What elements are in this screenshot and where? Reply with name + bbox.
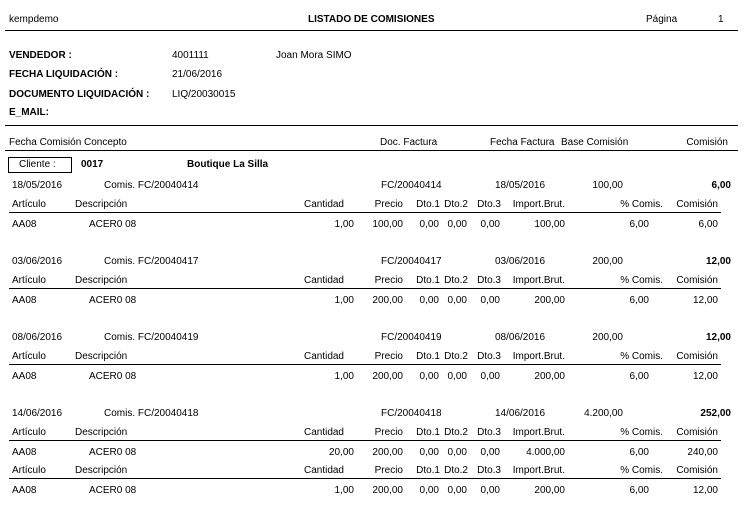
line-dto2: 0,00 (447, 485, 467, 496)
line-articulo: AA08 (12, 447, 37, 458)
vendedor-code: 4001111 (172, 50, 209, 61)
line-pct: 6,00 (629, 219, 649, 230)
commission-base: 200,00 (592, 332, 623, 343)
line-header-pct-comis: % Comis. (620, 275, 663, 286)
line-descripcion: ACER0 08 (89, 219, 137, 230)
commission-concept: Comis. FC/20040418 (104, 408, 199, 419)
line-header-descripcion: Descripción (75, 465, 128, 476)
line-header-divider (9, 478, 721, 479)
invoice-date: 03/06/2016 (495, 256, 546, 267)
line-dto1: 0,00 (419, 219, 439, 230)
line-cantidad: 20,00 (328, 447, 354, 458)
line-articulo: AA08 (12, 219, 37, 230)
line-articulo: AA08 (12, 485, 37, 496)
line-header-cantidad: Cantidad (303, 275, 344, 286)
line-header-dto1: Dto.1 (416, 199, 440, 210)
fecha-liquidacion-label: FECHA LIQUIDACIÓN : (9, 69, 119, 80)
line-header-articulo: Artículo (12, 275, 46, 286)
commission-total: 6,00 (711, 180, 731, 191)
line-header-descripcion: Descripción (75, 427, 128, 438)
line-cantidad: 1,00 (334, 371, 354, 382)
vendedor-name: Joan Mora SIMO (276, 50, 352, 61)
line-descripcion: ACER0 08 (89, 295, 137, 306)
line-header-pct-comis: % Comis. (620, 427, 663, 438)
line-header-dto2: Dto.2 (444, 275, 468, 286)
line-header-dto3: Dto.3 (477, 427, 501, 438)
line-header-cantidad: Cantidad (303, 199, 344, 210)
commission-concept: Comis. FC/20040414 (104, 180, 199, 191)
line-descripcion: ACER0 08 (89, 485, 137, 496)
commission-date: 14/06/2016 (12, 408, 63, 419)
line-cantidad: 1,00 (334, 295, 354, 306)
line-dto1: 0,00 (419, 485, 439, 496)
line-dto3: 0,00 (480, 485, 500, 496)
commission-date: 18/05/2016 (12, 180, 63, 191)
commission-base: 4.200,00 (584, 408, 623, 419)
commission-base: 200,00 (592, 256, 623, 267)
line-comision: 12,00 (692, 485, 718, 496)
columns-divider (5, 150, 738, 151)
info-divider (5, 125, 738, 126)
line-dto3: 0,00 (480, 371, 500, 382)
line-dto3: 0,00 (480, 447, 500, 458)
line-dto1: 0,00 (419, 295, 439, 306)
line-header-dto3: Dto.3 (477, 465, 501, 476)
documento-liquidacion-value: LIQ/20030015 (172, 89, 236, 100)
line-header-articulo: Artículo (12, 427, 46, 438)
line-header-import: Import.Brut. (512, 351, 565, 362)
line-header-dto1: Dto.1 (416, 351, 440, 362)
line-dto1: 0,00 (419, 371, 439, 382)
report-user: kempdemo (9, 14, 59, 25)
email-label: E_MAIL: (9, 107, 49, 118)
invoice-doc: FC/20040414 (381, 180, 442, 191)
col-base-comision: Base Comisión (561, 137, 629, 148)
page-number: 1 (718, 14, 724, 25)
line-header-articulo: Artículo (12, 199, 46, 210)
report-title: LISTADO DE COMISIONES (308, 14, 435, 25)
invoice-doc: FC/20040417 (381, 256, 442, 267)
vendedor-label: VENDEDOR : (9, 50, 72, 61)
commission-concept: Comis. FC/20040417 (104, 256, 199, 267)
commission-base: 100,00 (592, 180, 623, 191)
line-header-divider (9, 440, 721, 441)
line-precio: 200,00 (372, 371, 403, 382)
line-header-comision: Comisión (676, 465, 718, 476)
line-comision: 240,00 (687, 447, 718, 458)
line-header-descripcion: Descripción (75, 199, 128, 210)
line-precio: 100,00 (372, 219, 403, 230)
client-code: 0017 (81, 159, 104, 170)
fecha-liquidacion-value: 21/06/2016 (172, 69, 223, 80)
line-header-divider (9, 364, 721, 365)
line-import: 200,00 (534, 371, 565, 382)
line-header-dto3: Dto.3 (477, 199, 501, 210)
line-import: 100,00 (534, 219, 565, 230)
line-header-descripcion: Descripción (75, 351, 128, 362)
line-descripcion: ACER0 08 (89, 447, 137, 458)
line-header-pct-comis: % Comis. (620, 351, 663, 362)
line-header-comision: Comisión (676, 427, 718, 438)
line-pct: 6,00 (629, 295, 649, 306)
line-header-cantidad: Cantidad (303, 351, 344, 362)
line-header-import: Import.Brut. (512, 199, 565, 210)
line-header-dto1: Dto.1 (416, 427, 440, 438)
commission-date: 08/06/2016 (12, 332, 63, 343)
documento-liquidacion-label: DOCUMENTO LIQUIDACIÓN : (9, 89, 150, 100)
line-dto1: 0,00 (419, 447, 439, 458)
line-pct: 6,00 (629, 371, 649, 382)
line-header-comision: Comisión (676, 199, 718, 210)
line-dto2: 0,00 (447, 219, 467, 230)
client-label: Cliente : (19, 159, 56, 170)
line-comision: 6,00 (698, 219, 718, 230)
line-header-comision: Comisión (676, 275, 718, 286)
line-header-comision: Comisión (676, 351, 718, 362)
line-precio: 200,00 (372, 447, 403, 458)
col-fecha-factura: Fecha Factura (490, 137, 555, 148)
line-precio: 200,00 (372, 295, 403, 306)
page-label: Página (646, 14, 678, 25)
invoice-doc: FC/20040419 (381, 332, 442, 343)
col-concepto: Concepto (84, 137, 127, 148)
line-header-dto2: Dto.2 (444, 465, 468, 476)
line-header-dto1: Dto.1 (416, 465, 440, 476)
line-cantidad: 1,00 (334, 485, 354, 496)
commission-date: 03/06/2016 (12, 256, 63, 267)
invoice-doc: FC/20040418 (381, 408, 442, 419)
line-pct: 6,00 (629, 485, 649, 496)
col-doc-factura: Doc. Factura (380, 137, 438, 148)
line-comision: 12,00 (692, 371, 718, 382)
line-cantidad: 1,00 (334, 219, 354, 230)
line-header-precio: Precio (374, 275, 403, 286)
line-header-articulo: Artículo (12, 351, 46, 362)
line-import: 200,00 (534, 485, 565, 496)
col-fecha-comision: Fecha Comisión (9, 137, 82, 148)
line-precio: 200,00 (372, 485, 403, 496)
commission-total: 252,00 (700, 408, 731, 419)
invoice-date: 14/06/2016 (495, 408, 546, 419)
line-header-descripcion: Descripción (75, 275, 128, 286)
line-header-divider (9, 212, 721, 213)
commission-total: 12,00 (705, 256, 731, 267)
line-dto2: 0,00 (447, 295, 467, 306)
line-header-dto3: Dto.3 (477, 275, 501, 286)
line-header-pct-comis: % Comis. (620, 199, 663, 210)
line-header-dto1: Dto.1 (416, 275, 440, 286)
line-header-precio: Precio (374, 199, 403, 210)
line-header-import: Import.Brut. (512, 275, 565, 286)
line-header-dto3: Dto.3 (477, 351, 501, 362)
line-dto3: 0,00 (480, 219, 500, 230)
line-header-cantidad: Cantidad (303, 465, 344, 476)
line-dto3: 0,00 (480, 295, 500, 306)
line-header-precio: Precio (374, 351, 403, 362)
line-header-import: Import.Brut. (512, 427, 565, 438)
col-comision: Comisión (686, 137, 728, 148)
invoice-date: 18/05/2016 (495, 180, 546, 191)
line-dto2: 0,00 (447, 371, 467, 382)
invoice-date: 08/06/2016 (495, 332, 546, 343)
line-header-import: Import.Brut. (512, 465, 565, 476)
line-pct: 6,00 (629, 447, 649, 458)
line-header-articulo: Artículo (12, 465, 46, 476)
line-comision: 12,00 (692, 295, 718, 306)
line-header-pct-comis: % Comis. (620, 465, 663, 476)
line-header-cantidad: Cantidad (303, 427, 344, 438)
line-articulo: AA08 (12, 295, 37, 306)
commission-concept: Comis. FC/20040419 (104, 332, 199, 343)
line-header-dto2: Dto.2 (444, 199, 468, 210)
line-header-dto2: Dto.2 (444, 427, 468, 438)
line-header-divider (9, 288, 721, 289)
line-descripcion: ACER0 08 (89, 371, 137, 382)
line-header-precio: Precio (374, 427, 403, 438)
line-header-dto2: Dto.2 (444, 351, 468, 362)
line-dto2: 0,00 (447, 447, 467, 458)
commission-total: 12,00 (705, 332, 731, 343)
header-divider (5, 30, 738, 31)
client-name: Boutique La Silla (187, 159, 269, 170)
line-import: 200,00 (534, 295, 565, 306)
line-header-precio: Precio (374, 465, 403, 476)
line-import: 4.000,00 (526, 447, 565, 458)
line-articulo: AA08 (12, 371, 37, 382)
